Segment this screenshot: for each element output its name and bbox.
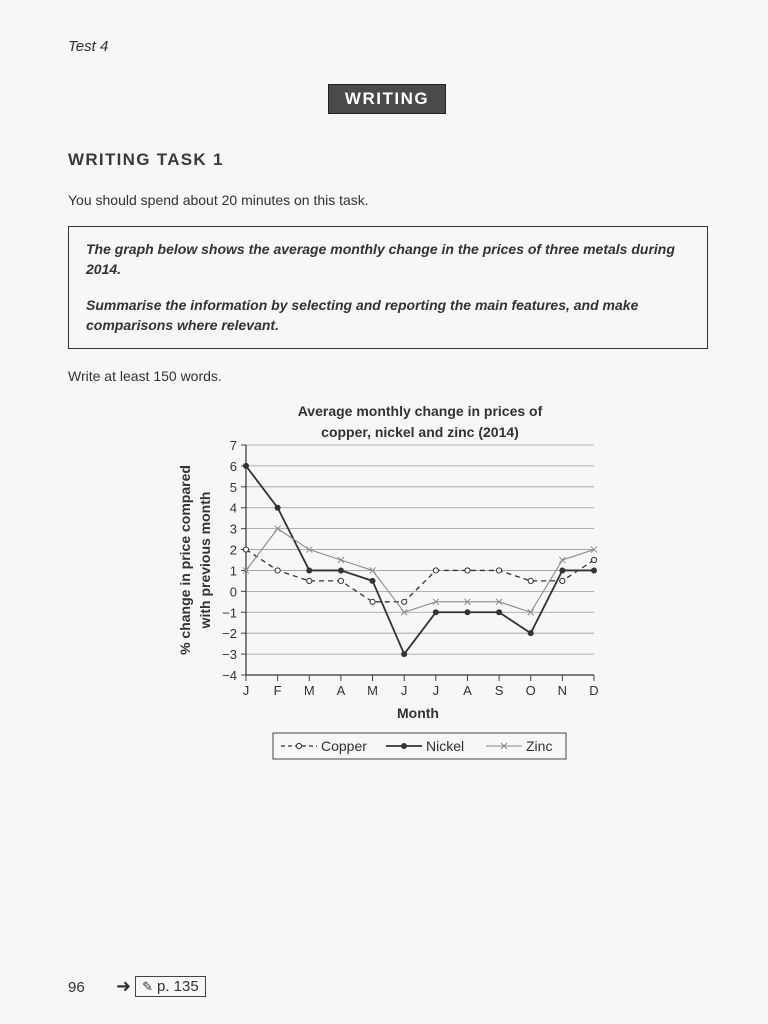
legend-marker — [401, 743, 407, 749]
legend-label-nickel: Nickel — [426, 738, 465, 754]
y-tick-label: 5 — [229, 479, 237, 495]
section-banner: WRITING — [328, 84, 446, 114]
point-nickel — [496, 609, 502, 615]
line-chart — [160, 395, 620, 765]
page-number: 96 — [68, 979, 85, 996]
prompt-instruction: Summarise the information by selecting and reporting the main features, and make comparisons where relevant. — [86, 297, 639, 333]
task-prompt-box — [68, 226, 708, 349]
x-tick-label: N — [557, 683, 568, 698]
point-copper — [275, 568, 280, 573]
point-copper — [307, 578, 312, 583]
y-tick-label: 2 — [229, 542, 237, 558]
x-tick-label: J — [432, 683, 440, 698]
y-tick-label: 3 — [229, 521, 237, 537]
legend-label-zinc: Zinc — [526, 738, 553, 754]
y-tick-label: 7 — [229, 438, 237, 453]
prompt-description: The graph below shows the average monthly change in the prices of three metals during 2014. — [86, 241, 675, 277]
x-axis-label: Month — [397, 705, 439, 721]
legend-marker — [296, 743, 301, 748]
chart-title-line1: Average monthly change in prices of — [297, 403, 543, 419]
x-tick-label: J — [400, 683, 408, 698]
point-copper — [243, 547, 248, 552]
y-axis-label-line2: with previous month — [197, 491, 213, 629]
reference-box — [135, 976, 206, 997]
y-tick-label: −3 — [222, 647, 237, 663]
x-tick-label: D — [589, 683, 599, 698]
y-tick-label: −2 — [222, 626, 237, 642]
y-tick-label: −1 — [222, 605, 237, 621]
pencil-icon: ✎ — [142, 978, 153, 994]
chart-title-line2: copper, nickel and zinc (2014) — [321, 424, 519, 440]
point-nickel — [401, 651, 407, 657]
x-tick-label: S — [494, 683, 504, 698]
series-line-nickel — [246, 466, 594, 654]
point-copper — [465, 568, 470, 573]
legend-label-copper: Copper — [321, 738, 367, 754]
point-copper — [338, 578, 343, 583]
word-count-instruction: Write at least 150 words. — [68, 368, 222, 384]
point-copper — [370, 599, 375, 604]
point-nickel — [306, 567, 312, 573]
point-nickel — [528, 630, 534, 636]
page-reference — [116, 976, 206, 997]
point-nickel — [591, 567, 597, 573]
point-nickel — [433, 609, 439, 615]
x-tick-label: M — [367, 683, 378, 698]
point-zinc — [559, 557, 565, 563]
y-tick-label: 4 — [229, 500, 237, 516]
point-nickel — [464, 609, 470, 615]
test-label: Test 4 — [68, 38, 109, 55]
x-tick-label: A — [463, 683, 472, 698]
point-nickel — [338, 567, 344, 573]
y-tick-label: 6 — [229, 458, 237, 474]
y-tick-label: 0 — [229, 584, 237, 600]
point-copper — [591, 557, 596, 562]
y-tick-label: 1 — [229, 563, 237, 579]
point-zinc — [338, 557, 344, 563]
point-nickel — [243, 463, 249, 469]
point-copper — [528, 578, 533, 583]
point-copper — [433, 568, 438, 573]
time-instruction: You should spend about 20 minutes on this task. — [68, 192, 369, 208]
x-tick-label: A — [336, 683, 346, 698]
x-tick-label: J — [242, 683, 250, 698]
point-nickel — [559, 567, 565, 573]
x-tick-label: M — [303, 683, 315, 698]
point-copper — [560, 578, 565, 583]
reference-label: p. 135 — [157, 978, 199, 995]
task-heading: WRITING TASK 1 — [68, 150, 224, 169]
arrow-right-icon: ➜ — [116, 976, 132, 996]
y-tick-label: −4 — [222, 668, 237, 683]
x-tick-label: O — [525, 683, 536, 698]
y-axis-label-line1: % change in price compared — [177, 465, 193, 655]
point-nickel — [275, 505, 281, 511]
point-nickel — [370, 578, 376, 584]
point-copper — [496, 568, 501, 573]
x-tick-label: F — [273, 683, 282, 698]
point-copper — [402, 599, 407, 604]
